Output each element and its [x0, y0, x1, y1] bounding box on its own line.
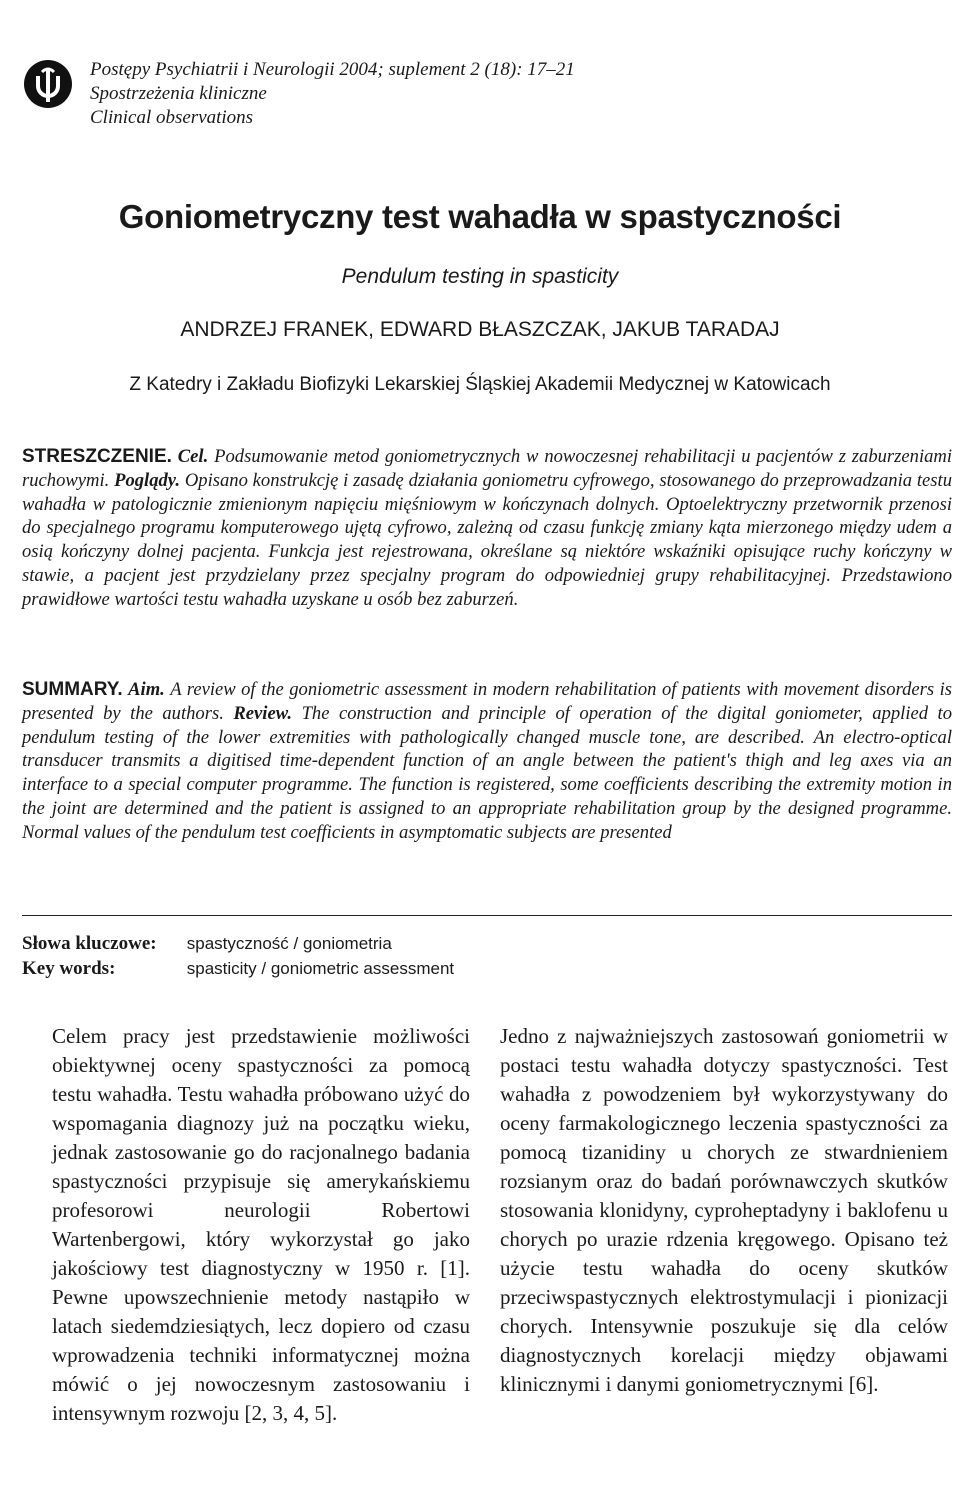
review-text: The construction and principle of operation of the digital goniometer, applied to pendulum testing of the lower extremities with pathologically changed muscle tone, are described. An electro-optical transducer transmits a digitised time-dependent function of an angle between the patient's thigh and leg axes via an interface to a special computer programme. The function is registered, some coefficients describing the extremity motion in the joint are determined and the patient is assigned to an appropriate rehabilitation group by the designed programme. Normal values of the pendulum test coefficients in asymptomatic subjects are presented — [22, 702, 953, 843]
journal-header — [90, 58, 575, 130]
aim-text: A review of the goniometric assessment in modern rehabilitation of patients with movement disorders is presented by the authors. — [22, 679, 953, 724]
body-paragraph-left: Celem pracy jest przedstawienie możliwości obiektywnej oceny spastyczności za pomocą testu wahadła. Testu wahadła próbowano użyć do wspomagania diagnozy już na początku wieku, jednak zastosowanie go do racjonalnego badania spastyczności przypisuje się amerykańskiemu profesorowi neurologii Robertowi Wartenbergowi, który wykorzystał go jako jakościowy test diagnostyczny w 1950 r. [1]. Pewne upowszechnienie metody nastąpiło w latach siedemdziesiątych, lecz dopiero od czasu wprowadzenia techniki informatycznej można mówić o jej nowoczesnym zastosowaniu i intensywnym rozwoju [2, 3, 4, 5]. — [52, 1024, 470, 1425]
keywords-en-value: spasticity / goniometric assessment — [186, 959, 455, 978]
summary-heading: SUMMARY. — [22, 679, 123, 700]
keywords-polish — [22, 932, 392, 956]
article-subtitle: Pendulum testing in spasticity — [341, 265, 619, 288]
review-label: Review. — [233, 702, 293, 724]
keywords-en-label: Key words: — [22, 958, 116, 979]
article-authors: ANDRZEJ FRANEK, EDWARD BŁASZCZAK, JAKUB TARADAJ — [180, 318, 780, 341]
section-divider — [22, 915, 952, 916]
abstract-english — [22, 678, 952, 845]
journal-citation: Postępy Psychiatrii i Neurologii 2004; suplement 2 (18): 17–21 — [90, 59, 575, 80]
journal-logo-icon — [22, 58, 74, 110]
poglady-text: Opisano konstrukcję i zasadę działania goniometru cyfrowego, stosowanego do przeprowadzania testu wahadła w patologicznie zmienionym napięciu mięśniowym w kończynach dolnych. Optoelektryczny przetwornik przenosi do specjalnego programu komputerowego ujętą cyfrowo, zależną od czasu funkcję zmiany kąta mierzonego między udem a osią kończyny dolnej pacjenta. Funkcja jest rejestrowana, określane są niektóre wskaźniki opisujące ruchy kończyny w stawie, a pacjent jest przydzielany przez specjalny program do odpowiedniej grupy rehabilitacyjnej. Przedstawiono prawidłowe wartości testu wahadła uzyskane u osób bez zaburzeń. — [22, 469, 952, 610]
article-affiliation: Z Katedry i Zakładu Biofizyki Lekarskiej Śląskiej Akademii Medycznej w Katowicach — [129, 374, 831, 395]
section-name-en: Clinical observations — [90, 107, 254, 128]
cel-label: Cel. — [177, 446, 209, 467]
abstract-polish — [22, 445, 952, 612]
poglady-label: Poglądy. — [114, 469, 181, 491]
aim-label: Aim. — [128, 679, 165, 700]
body-column-left — [52, 1022, 470, 1428]
streszczenie-heading: STRESZCZENIE. — [22, 446, 172, 467]
body-paragraph-right: Jedno z najważniejszych zastosowań goniometrii w postaci testu wahadła dotyczy spastyczności. Test wahadła z powodzeniem był wykorzystywany do oceny farmakologicznego leczenia spastyczności za pomocą tizanidiny u chorych ze stwardnieniem rozsianym oraz do badań porównawczych skutków stosowania klonidyny, cyproheptadyny i baklofenu u chorych po urazie rdzenia kręgowego. Opisano też użycie testu wahadła do oceny skutków przeciwspastycznych elektrostymulacji i pionizacji chorych. Intensywnie poszukuje się dla celów diagnostycznych korelacji między objawami klinicznymi i danymi goniometrycznymi [6]. — [500, 1024, 948, 1396]
keywords-english — [22, 957, 454, 981]
body-column-right — [500, 1022, 948, 1399]
section-name-pl: Spostrzeżenia kliniczne — [90, 83, 267, 104]
keywords-pl-label: Słowa kluczowe: — [22, 933, 157, 954]
cel-text: Podsumowanie metod goniometrycznych w nowoczesnej rehabilitacji u pacjentów z zaburzeniami ruchowymi. — [22, 446, 953, 491]
keywords-pl-value: spastyczność / goniometria — [186, 934, 392, 953]
article-title: Goniometryczny test wahadła w spastyczności — [118, 198, 842, 235]
